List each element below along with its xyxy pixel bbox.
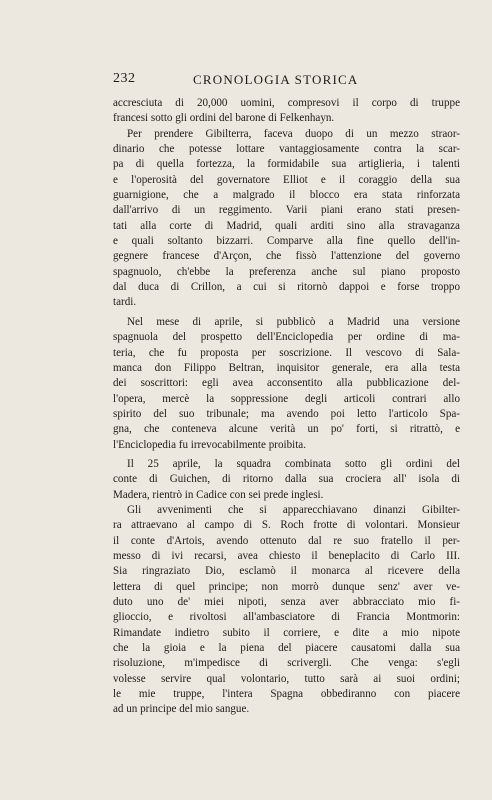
text-line: Gli avvenimenti che si apparecchiavano dinanzi Gibilter- — [127, 503, 460, 516]
page-header — [0, 71, 492, 91]
paragraph — [113, 315, 460, 453]
text-line: conte di Guichen, di ritorno dalla sua crociera all' isola di — [113, 473, 460, 486]
text-line: pa di quella fortezza, la formidabile sua artiglieria, i talenti — [113, 158, 460, 171]
paragraph — [113, 96, 460, 127]
text-line: tardi. — [113, 296, 137, 309]
text-line: glioccio, e rivoltosi all'ambasciatore di Francia Montmorin: — [113, 611, 460, 624]
paragraph — [113, 127, 460, 311]
text-line: Per prendere Gibilterra, faceva duopo di un mezzo straor- — [127, 127, 460, 140]
text-line: che la gioia e la piena del piacere causatomi dalla sua — [113, 642, 460, 655]
text-line: l'opera, mercè la soppressione degli articoli contrari allo — [113, 392, 460, 405]
text-line: francesi sotto gli ordini del barone di Felkenhayn. — [113, 112, 335, 125]
paragraph — [113, 457, 460, 503]
text-line: volesse servire qual volontario, tutto sarà ai suoi ordini; — [113, 672, 460, 685]
text-line: il conte d'Artois, avendo ottenuto dal re suo fratello il per- — [113, 534, 460, 547]
text-line: gna, che conteneva alcune verità un po' forti, si ritrattò, e — [113, 423, 460, 436]
text-line: gegnere francese d'Arçon, che fissò l'attenzione del governo — [113, 250, 460, 263]
text-line: e l'operosità del governatore Elliot e il coraggio della sua — [113, 173, 460, 186]
text-line: Il 25 aprile, la squadra combinata sotto gli ordini del — [127, 457, 460, 470]
text-line: Sia ringraziato Dio, esclamò il monarca al ricevere della — [113, 565, 460, 578]
text-line: dinario che potesse lottare vantaggiosamente contra la scar- — [113, 143, 460, 156]
text-line: guarnigione, che a malgrado il blocco era stata rinforzata — [113, 189, 460, 202]
running-head: CRONOLOGIA STORICA — [193, 72, 359, 87]
text-line: l'Enciclopedia fu irrevocabilmente proibita. — [113, 438, 306, 451]
text-line: tati alla corte di Madrid, quali arditi sino alla stravaganza — [113, 219, 460, 232]
text-line: spagnuolo, ch'ebbe la preferenza anche sul piano proposto — [113, 265, 460, 278]
text-line: e quali soltanto bizzarri. Comparve alla fine quello dell'in- — [113, 235, 460, 248]
text-line: Nel mese di aprile, si pubblicò a Madrid una versione — [127, 315, 460, 328]
text-line: messo di ivi recarsi, avea chiesto il beneplacito di Carlo III. — [113, 549, 460, 562]
text-line: dal duca di Crillon, a cui si ritornò dappoi e forse troppo — [113, 281, 460, 294]
text-line: Rimandate indietro subito il corriere, e dite a mio nipote — [113, 626, 460, 639]
text-line: dall'arrivo di un reggimento. Varii piani erano stati presen- — [113, 204, 460, 217]
text-line: lettera di quel principe; non morrò dunque senz' aver ve- — [113, 580, 460, 593]
text-line: Madera, rientrò in Cadice con sei prede inglesi. — [113, 488, 324, 501]
text-line: dei soscrittori: egli avea acconsentito alla pubblicazione del- — [113, 377, 460, 390]
text-line: spagnuola del prospetto dell'Enciclopedia per ordine di ma- — [113, 331, 460, 344]
text-line: le mie truppe, l'intera Spagna obbediranno con piacere — [113, 688, 460, 701]
text-line: ad un principe del mio sangue. — [113, 703, 250, 716]
text-line: risoluzione, m'impedisce di scrivergli. Che venga: s'egli — [113, 657, 460, 670]
text-line: accresciuta di 20,000 uomini, compresovi il corpo di truppe — [113, 97, 460, 109]
text-line: manca don Filippo Beltran, inquisitor generale, era alla testa — [113, 361, 460, 374]
text-line: ra attraevano al campo di S. Roch frotte di volontari. Monsieur — [113, 519, 460, 532]
paragraph — [113, 503, 460, 718]
body-text — [113, 96, 460, 718]
text-line: teria, che fu proposta per soscrizione. Il vescovo di Sala- — [113, 346, 460, 359]
text-line: duto uno de' miei nipoti, senza aver abbracciato mio fi- — [113, 596, 460, 608]
text-line: spirito del suo tribunale; ma avendo poi letto l'articolo Spa- — [113, 407, 460, 420]
page-number: 232 — [113, 71, 136, 86]
